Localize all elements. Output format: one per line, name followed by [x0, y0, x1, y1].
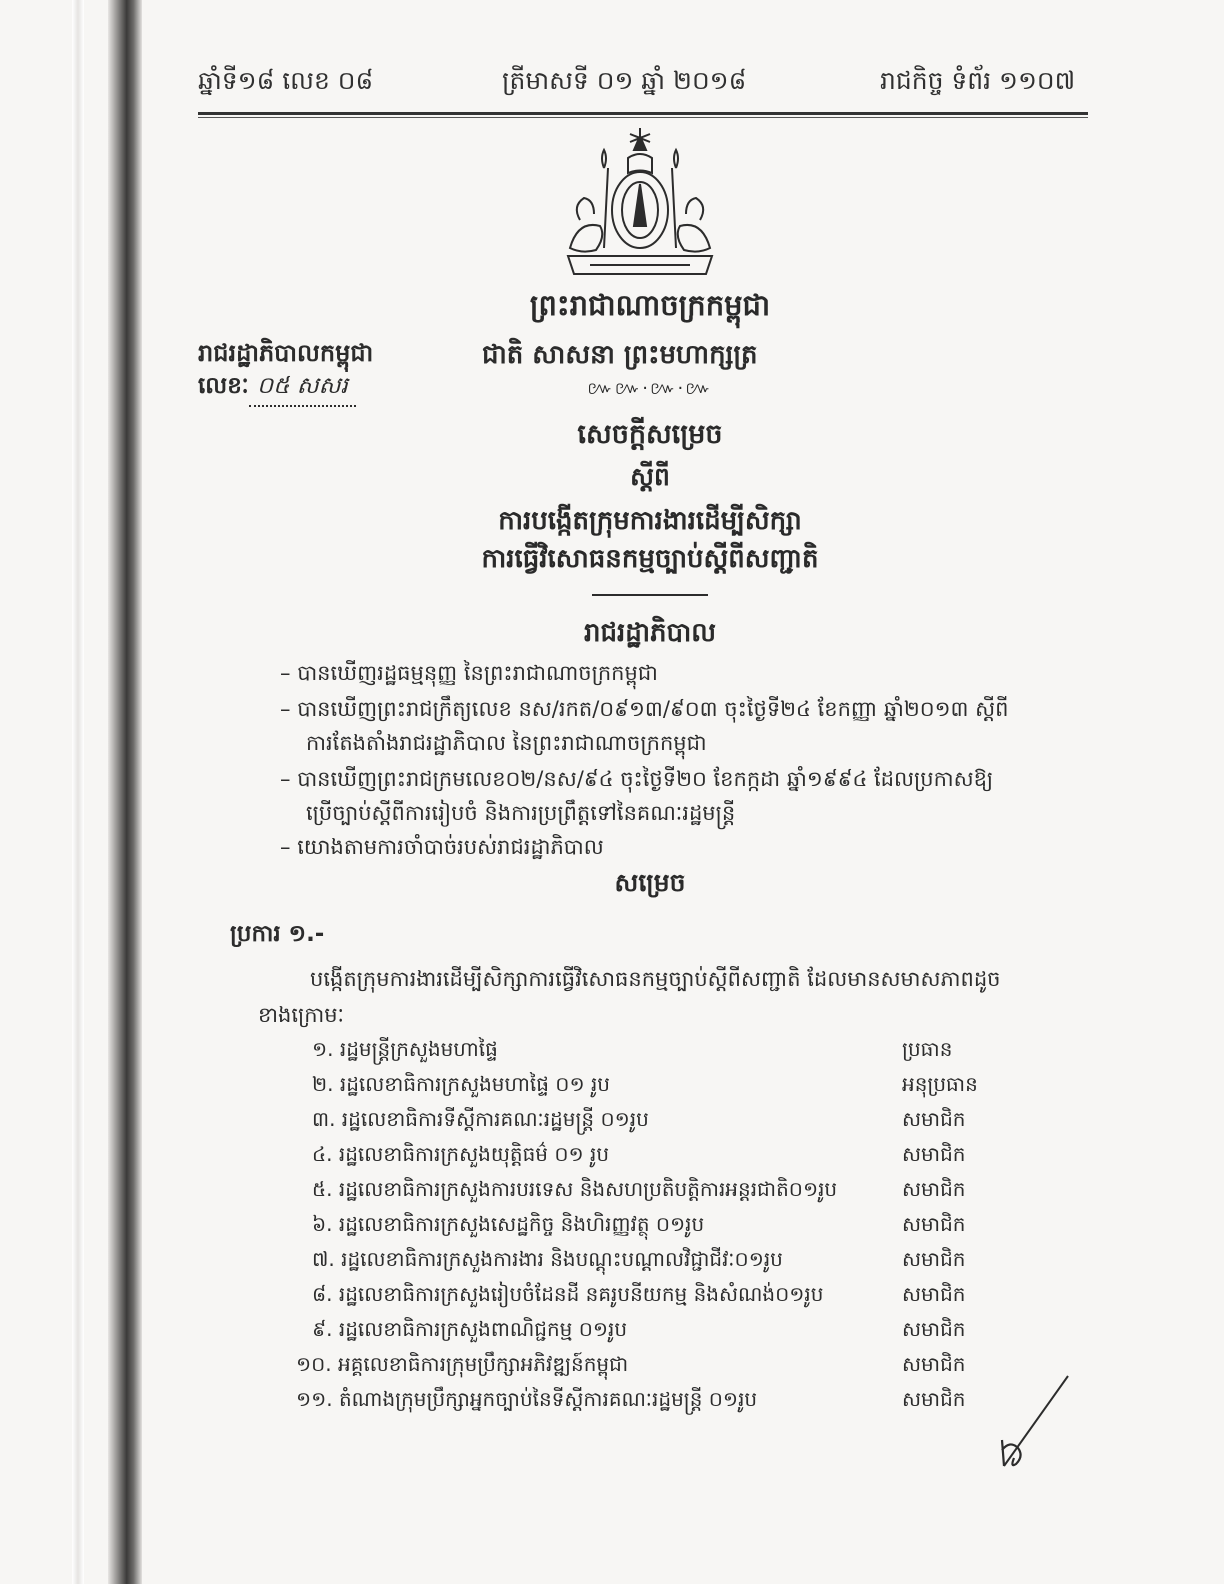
member-role: សមាជិក: [902, 1212, 966, 1236]
member-item: ៧. រដ្ឋលេខាធិការក្រសួងការងារ និងបណ្តុះបណ្តាលវិជ្ជាជីវៈ០១រូប: [312, 1247, 783, 1271]
member-role: សមាជិក: [902, 1282, 966, 1306]
kingdom-motto: ជាតិ សាសនា ព្រះមហាក្សត្រ: [482, 340, 758, 370]
member-item: ៨. រដ្ឋលេខាធិការក្រសួងរៀបចំដែនដី នគរូបនីយកម្ម និងសំណង់០១រូប: [312, 1282, 824, 1306]
header-issue: ឆ្នាំទី១៨ លេខ ០៨: [198, 66, 374, 95]
member-role: សមាជិក: [902, 1247, 966, 1271]
header-quarter: ត្រីមាសទី ០១ ឆ្នាំ ២០១៨: [502, 66, 747, 95]
member-role: សមាជិក: [902, 1177, 966, 1201]
ornament-divider: ៚៚·៚·៚: [587, 378, 713, 399]
consideration-item: – បានឃើញព្រះរាជក្រមលេខ០២/នស/៩៤ ចុះថ្ងៃទី២០ ខែកក្កដា ឆ្នាំ១៩៩៤ ដែលប្រកាសឱ្យ: [280, 767, 994, 791]
title-regarding: ស្តីពី: [630, 462, 670, 491]
member-role: ប្រធាន: [902, 1037, 953, 1061]
member-item: ១០. អគ្គលេខាធិការក្រុមប្រឹក្សាអភិវឌ្ឍន៍កម្ពុជា: [296, 1352, 629, 1376]
header-page: រាជកិច្ច ទំព័រ ១១០៧: [880, 66, 1076, 95]
consideration-item-cont: ការតែងតាំងរាជរដ្ឋាភិបាល នៃព្រះរាជាណាចក្រកម្ពុជា: [306, 731, 707, 755]
member-item: ៤. រដ្ឋលេខាធិការក្រសួងយុត្តិធម៌ ០១ រូប: [312, 1142, 610, 1166]
handwritten-initial: [990, 1370, 1080, 1480]
consideration-item-cont: ប្រើច្បាប់ស្តីពីការរៀបចំ និងការប្រព្រឹត្តទៅនៃគណៈរដ្ឋមន្ត្រី: [306, 801, 736, 825]
article-text-cont: ខាងក្រោមៈ: [258, 1003, 344, 1027]
consideration-item: – យោងតាមការចាំបាច់របស់រាជរដ្ឋាភិបាល: [280, 835, 604, 859]
title-subject-2: ការធ្វើវិសោធនកម្មច្បាប់ស្តីពីសញ្ជាតិ: [481, 544, 819, 574]
member-item: ១. រដ្ឋមន្ត្រីក្រសួងមហាផ្ទៃ: [312, 1037, 498, 1061]
document-page: [150, 0, 1150, 1584]
member-item: ៦. រដ្ឋលេខាធិការក្រសួងសេដ្ឋកិច្ច និងហិរញ្ញវត្ថុ ០១រូប: [312, 1212, 705, 1236]
header-rule: [198, 112, 1088, 115]
member-role: សមាជិក: [902, 1142, 966, 1166]
title-divider: [592, 594, 708, 596]
consideration-item: – បានឃើញរដ្ឋធម្មនុញ្ញ នៃព្រះរាជាណាចក្រកម្ពុជា: [280, 661, 658, 685]
government-heading: រាជរដ្ឋាភិបាល: [583, 618, 717, 648]
decision-heading: សម្រេច: [614, 868, 686, 897]
kingdom-name: ព្រះរាជាណាចក្រកម្ពុជា: [529, 288, 771, 322]
title-subject-1: ការបង្កើតក្រុមការងារដើម្បីសិក្សា: [498, 506, 802, 536]
member-item: ៩. រដ្ឋលេខាធិការក្រសួងពាណិជ្ជកម្ម ០១រូប: [312, 1317, 628, 1341]
issuer-name: រាជរដ្ឋាភិបាលកម្ពុជា: [198, 339, 374, 367]
member-item: ៣. រដ្ឋលេខាធិការទីស្តីការគណៈរដ្ឋមន្ត្រី ០១រូប: [312, 1107, 649, 1131]
scan-shadow: [72, 0, 84, 1584]
member-role: សមាជិក: [902, 1387, 966, 1411]
binding-edge: [108, 0, 142, 1584]
article-text: បង្កើតក្រុមការងារដើម្បីសិក្សាការធ្វើវិសោធនកម្មច្បាប់ស្តីពីសញ្ជាតិ ដែលមានសមាសភាពដូច: [310, 967, 1001, 991]
member-role: សមាជិក: [902, 1352, 966, 1376]
header-rule-thin: [198, 117, 1088, 118]
royal-arms-seal: [560, 128, 720, 283]
member-role: អនុប្រធាន: [902, 1072, 978, 1096]
number-value: ០៥ សសរ: [249, 372, 356, 407]
consideration-item: – បានឃើញព្រះរាជក្រឹត្យលេខ នស/រកត/០៩១៣/៩០៣ ចុះថ្ងៃទី២៤ ខែកញ្ញា ឆ្នាំ២០១៣ ស្តីពី: [280, 697, 1009, 721]
member-role: សមាជិក: [902, 1107, 966, 1131]
member-item: ២. រដ្ឋលេខាធិការក្រសួងមហាផ្ទៃ ០១ រូប: [312, 1072, 610, 1096]
member-role: សមាជិក: [902, 1317, 966, 1341]
article-label: ប្រការ ១.-: [230, 921, 325, 947]
number-label: លេខៈ: [198, 373, 249, 399]
title-decision: សេចក្តីសម្រេច: [577, 419, 723, 450]
member-item: ១១. តំណាងក្រុមប្រឹក្សាអ្នកច្បាប់នៃទីស្តីការគណៈរដ្ឋមន្ត្រី ០១រូប: [296, 1387, 758, 1411]
member-item: ៥. រដ្ឋលេខាធិការក្រសួងការបរទេស និងសហប្រតិបត្តិការអន្តរជាតិ០១រូប: [312, 1177, 838, 1201]
